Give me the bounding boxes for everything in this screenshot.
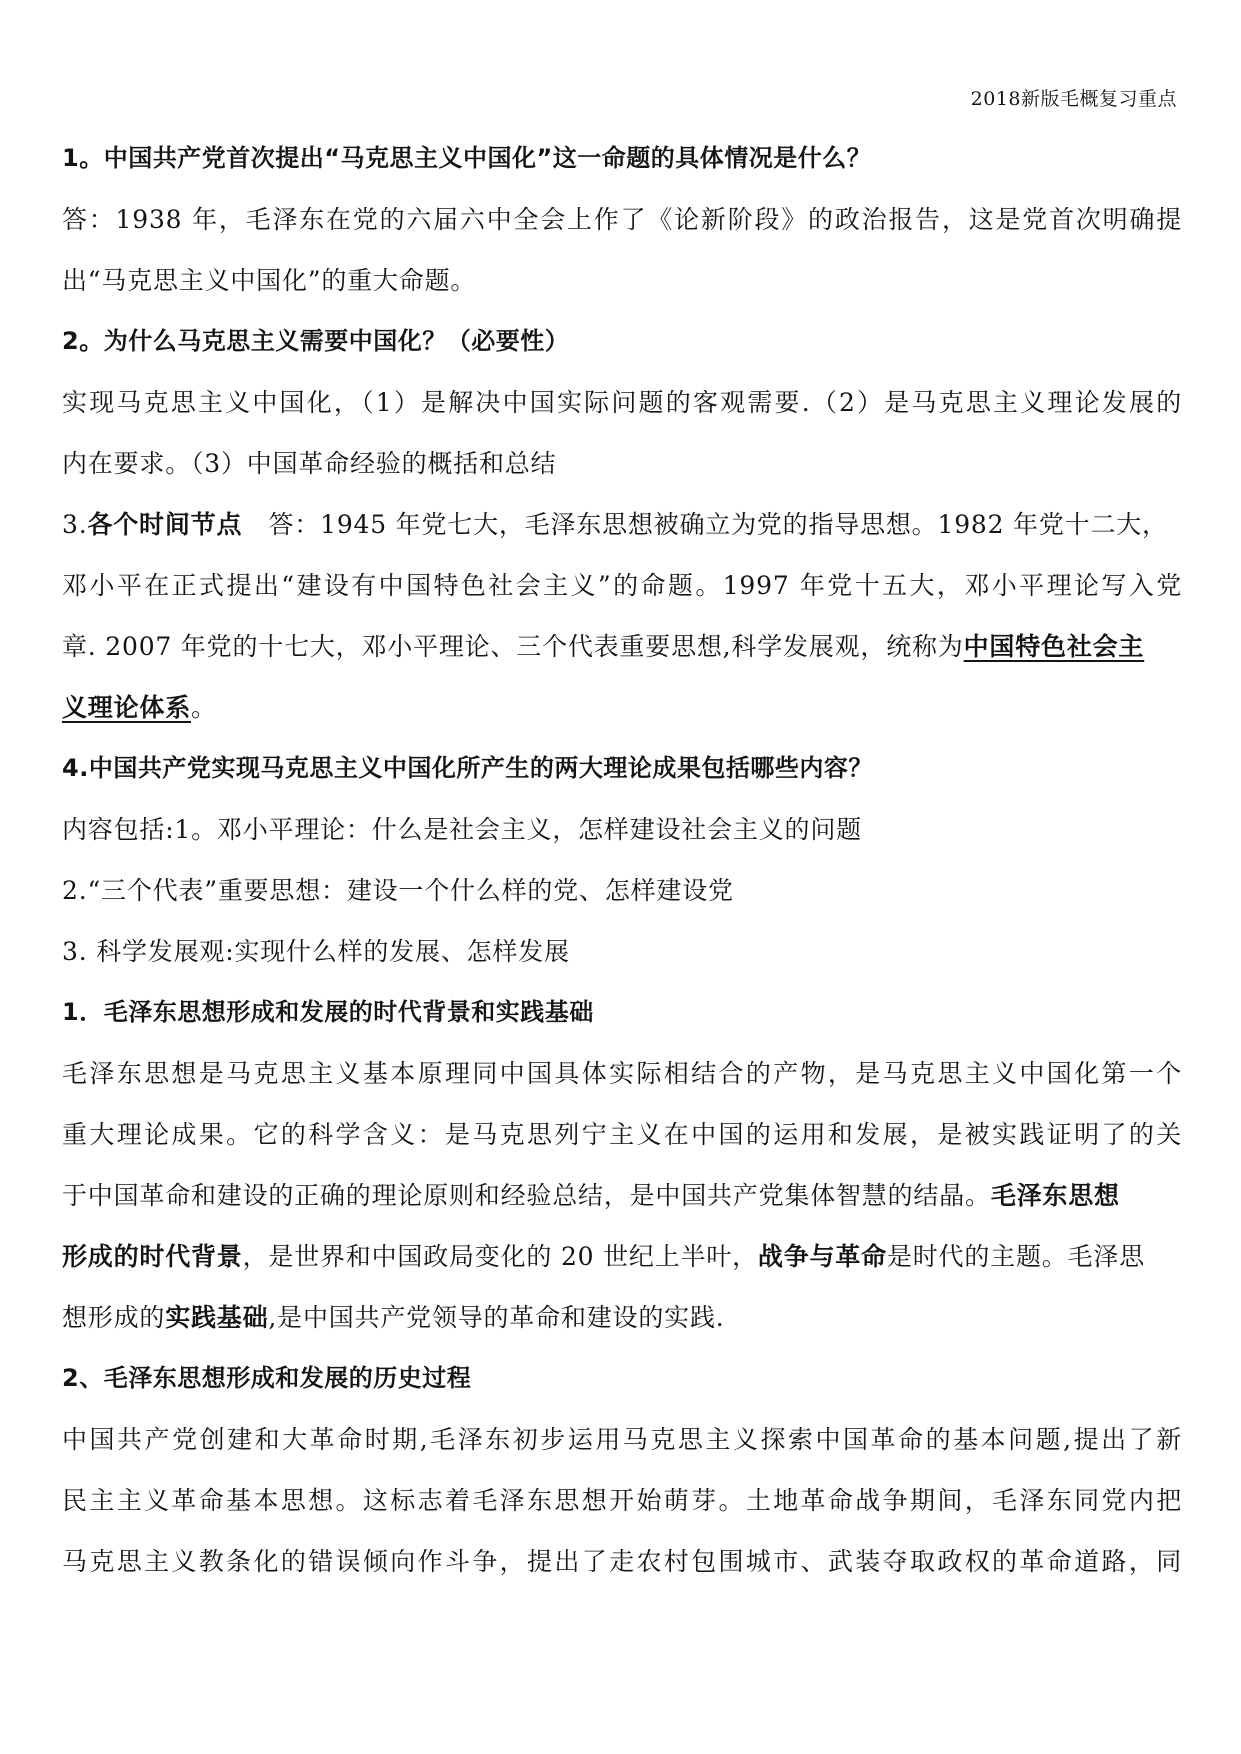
underlined-bold-term: 义理论体系: [62, 693, 192, 722]
list-item: 2.“三个代表”重要思想：建设一个什么样的党、怎样建设党: [62, 876, 734, 905]
underlined-bold-term: 中国特色社会主: [963, 632, 1145, 661]
paragraph-line: 民主主义革命基本思想。这标志着毛泽东思想开始萌芽。土地革命战争期间，毛泽东同党内把: [62, 1486, 1182, 1515]
paragraph-line: 邓小平在正式提出“建设有中国特色社会主义”的命题。1997 年党十五大，邓小平理论写入党: [62, 571, 1182, 600]
section-heading: 1。中国共产党首次提出“马克思主义中国化”这一命题的具体情况是什么？: [62, 144, 872, 172]
paragraph-line: 毛泽东思想是马克思主义基本原理同中国具体实际相结合的产物，是马克思主义中国化第一个: [62, 1059, 1182, 1088]
paragraph-line: 实现马克思主义中国化，（1）是解决中国实际问题的客观需要.（2）是马克思主义理论发展的: [62, 388, 1182, 417]
paragraph-line: [62, 494, 1182, 555]
paragraph-line: [62, 1165, 1182, 1226]
paragraph-line: 中国共产党创建和大革命时期,毛泽东初步运用马克思主义探索中国革命的基本问题,提出了新: [62, 1425, 1182, 1454]
bold-term: 战争与革命: [757, 1242, 887, 1271]
text-run: ，是世界和中国政局变化的 20 世纪上半叶，: [242, 1242, 758, 1271]
paragraph-line: 马克思主义教条化的错误倾向作斗争，提出了走农村包围城市、武装夺取政权的革命道路，同: [62, 1547, 1182, 1576]
text-run: 章. 2007 年党的十七大，邓小平理论、三个代表重要思想,科学发展观，统称为: [62, 632, 964, 661]
list-item: 3. 科学发展观:实现什么样的发展、怎样发展: [62, 937, 570, 966]
paragraph-line: 出“马克思主义中国化”的重大命题。: [62, 266, 477, 295]
text-run: 想形成的: [62, 1303, 166, 1332]
text-run: 答：1945 年党七大，毛泽东思想被确立为党的指导思想。1982 年党十二大，: [268, 510, 1168, 539]
paragraph-line: 重大理论成果。它的科学含义：是马克思列宁主义在中国的运用和发展，是被实践证明了的关: [62, 1120, 1182, 1149]
paragraph-line: 内在要求。（3）中国革命经验的概括和总结: [62, 449, 557, 478]
list-item: 内容包括:1。邓小平理论：什么是社会主义，怎样建设社会主义的问题: [62, 815, 862, 844]
section-heading: 2。为什么马克思主义需要中国化？（必要性）: [62, 327, 570, 355]
page-header-title: 2018新版毛概复习重点: [970, 88, 1177, 110]
text-run: 是时代的主题。毛泽思: [886, 1242, 1145, 1271]
bold-term: 实践基础: [165, 1303, 269, 1332]
bold-label: 各个时间节点: [87, 510, 243, 539]
text-run: 。: [191, 693, 217, 722]
paragraph-line: 答：1938 年，毛泽东在党的六届六中全会上作了《论新阶段》的政治报告，这是党首次明确提: [62, 205, 1182, 234]
bold-term: 毛泽东思想: [990, 1181, 1120, 1210]
bold-term: 形成的时代背景: [62, 1242, 243, 1271]
paragraph-line: [62, 1226, 1182, 1287]
section-heading: 2、毛泽东思想形成和发展的历史过程: [62, 1364, 472, 1392]
text-run: 于中国革命和建设的正确的理论原则和经验总结，是中国共产党集体智慧的结晶。: [62, 1181, 991, 1210]
item-number: 3.: [62, 510, 88, 539]
section-heading: 4.中国共产党实现马克思主义中国化所产生的两大理论成果包括哪些内容？: [62, 754, 873, 782]
paragraph-line: [62, 677, 1182, 738]
text-run: ,是中国共产党领导的革命和建设的实践.: [268, 1303, 725, 1332]
section-heading: 1．毛泽东思想形成和发展的时代背景和实践基础: [62, 998, 594, 1026]
paragraph-line: [62, 616, 1182, 677]
paragraph-line: [62, 1287, 1182, 1348]
document-body: [62, 128, 1182, 1592]
